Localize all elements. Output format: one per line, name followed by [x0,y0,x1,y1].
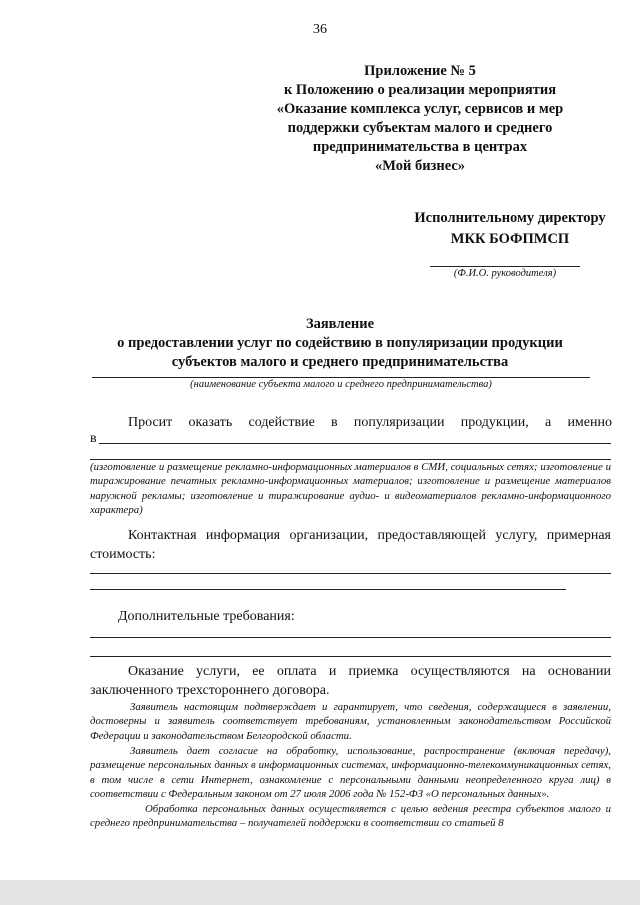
title-line: о предоставлении услуг по содействию в популяризации продукции [117,335,563,351]
request-prefix: в [90,431,97,446]
appendix-line: предпринимательства в центрах [312,139,528,155]
title-line: субъектов малого и среднего предпринимательства [171,354,509,370]
title-word: Заявление [305,316,375,332]
appendix-line: «Оказание комплекса услуг, сервисов и мер [276,101,564,117]
subject-caption: (наименование субъекта малого и среднего предпринимательства) [190,379,492,390]
consent-paragraph: Заявитель дает согласие на обработку, использование, распространение (включая передачу), размещение персональных данных в информационных системах, информационно-телекоммуникационных сетях, в том числе в сети Интернет, ознакомление с персональными данными неопределенного круга лиц) в соответствии с Федеральным законом от 27 июля 2006 года № 152-ФЗ «О персональных данных». [90,745,611,801]
addressee-position: Исполнительному директору [414,210,606,226]
contact-fill-line-2 [90,589,566,590]
fio-caption: (Ф.И.О. руководителя) [453,268,557,279]
provision-text: Оказание услуги, ее оплата и приемка осуществляются на основании заключенного трехстороннего договора. [90,664,611,698]
page-number: 36 [313,22,327,37]
contact-text: Контактная информация организации, предоставляющей услугу, примерная стоимость: [90,528,611,562]
additional-text: Дополнительные требования: [118,609,295,624]
processing-paragraph: Обработка персональных данных осуществляется с целью ведения реестра субъектов малого и среднего предпринимательства – получателей поддержки в соответствии со статьей 8 [90,803,611,830]
addressee-block [380,208,640,250]
appendix-line: к Положению о реализации мероприятия [283,82,557,98]
appendix-line: поддержки субъектам малого и среднего [287,120,553,136]
appendix-block [260,62,580,176]
appendix-line: «Мой бизнес» [374,158,466,174]
request-line: Просит оказать содействие в популяризации продукции, а именно [128,415,612,430]
fio-signature-line [430,266,580,267]
additional-fill-line-2 [90,656,611,657]
subject-name-line [92,377,590,378]
additional-fill-line [90,637,611,638]
request-fill-line [99,443,611,444]
confirmation-paragraph: Заявитель настоящим подтверждает и гарантирует, что сведения, содержащиеся в заявлении, достоверны и заявитель соответствует требованиям, установленным законодательством Российской Федерации и законодательством Белгородской области. [90,701,611,742]
scan-bottom-edge [0,880,640,905]
addressee-organization: МКК БОФПМСП [450,231,570,247]
document-title [40,315,640,372]
contact-fill-line [90,573,611,574]
appendix-line: Приложение № 5 [364,63,476,79]
request-caption: (изготовление и размещение рекламно-информационных материалов в СМИ, социальных сетях; изготовление и тиражирование печатных рекламно-информационных материалов; изготовление и размещение материалов наружной рекламы; изготовление и тиражирование аудио- и видеоматериалов рекламно-информационного характера) [90,461,611,517]
